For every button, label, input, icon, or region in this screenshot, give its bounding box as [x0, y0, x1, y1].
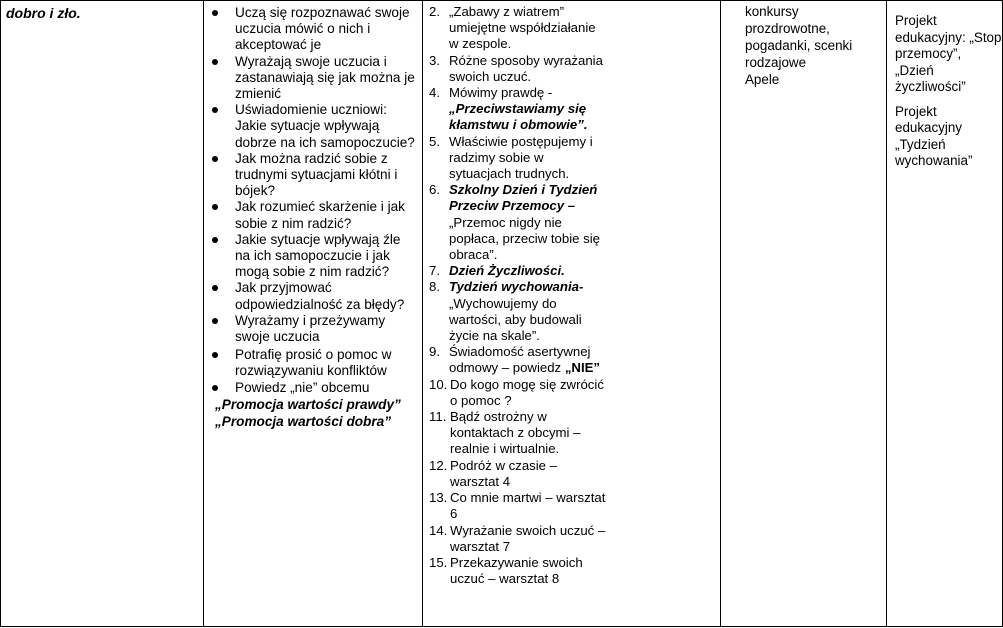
- list-item: Wyrażają swoje uczucia i zastanawiają się jak można je zmienić: [211, 54, 422, 103]
- topic-text: dobro i zło.: [6, 5, 81, 21]
- topic-cell: [1, 1, 204, 627]
- activities-cell: [423, 1, 721, 627]
- list-item: 12. Podróż w czasie – warsztat 4: [429, 457, 558, 489]
- list-item: Jak rozumieć skarżenie i jak sobie z nim radzić?: [211, 199, 422, 231]
- bullet-icon: [212, 204, 218, 210]
- forms-line: pogadanki, scenki: [745, 38, 853, 53]
- forms-line: Apele: [745, 72, 780, 87]
- bullet-icon: [212, 107, 218, 113]
- list-item: 7. Dzień Życzliwości.: [429, 263, 565, 279]
- promo-truth: „Promocja wartości prawdy”: [215, 396, 401, 412]
- bullet-icon: [212, 59, 218, 65]
- bullet-icon: [212, 10, 218, 16]
- bullet-icon: [212, 318, 218, 324]
- list-item: Potrafię prosić o pomoc w rozwiązywaniu konfliktów: [211, 347, 422, 379]
- forms-cell: [721, 1, 887, 627]
- goals-list: [204, 5, 422, 396]
- list-item: 15. Przekazywanie swoich uczuć – warsztat 8: [429, 554, 583, 587]
- list-item: 9. Świadomość asertywnej odmowy – powiedz „NIE”: [429, 344, 600, 376]
- list-item: Powiedz „nie” obcemu: [211, 380, 422, 396]
- goals-cell: [204, 1, 423, 627]
- list-item: Uczą się rozpoznawać swoje uczucia mówić o nich i akceptować je: [211, 5, 422, 54]
- list-item: 13. Co mnie martwi – warsztat 6: [429, 490, 606, 522]
- bullet-icon: [212, 237, 218, 243]
- list-item: 14. Wyrażanie swoich uczuć – warsztat 7: [429, 522, 606, 554]
- list-item: 5. Właściwie postępujemy i radzimy sobie w sytuacjach trudnych.: [429, 133, 593, 182]
- bullet-icon: [212, 352, 218, 358]
- bullet-icon: [212, 285, 218, 291]
- list-item: Jakie sytuacje wpływają źle na ich samopoczucie i jak mogą sobie z nim radzić?: [211, 232, 422, 281]
- list-item: 8. Tydzień wychowania- „Wychowujemy do wartości, aby budowali życie na skale”.: [429, 279, 584, 344]
- bullet-icon: [212, 156, 218, 162]
- list-item: 3. Różne sposoby wyrażania swoich uczuć.: [429, 52, 603, 84]
- list-item: 11. Bądź ostrożny w kontaktach z obcymi – realnie i wirtualnie.: [429, 409, 581, 457]
- forms-line: rodzajowe: [745, 55, 807, 70]
- list-item: Wyrażamy i przeżywamy swoje uczucia: [211, 313, 422, 345]
- forms-line: konkursy: [745, 4, 799, 19]
- projects-cell: [887, 1, 1003, 627]
- project-text-2: Projekt edukacyjny „Tydzień wychowania”: [895, 103, 973, 168]
- list-item: Uświadomienie uczniowi: Jakie sytuacje wpływają dobrze na ich samopoczucie?: [211, 102, 422, 151]
- list-item: Jak przyjmować odpowiedzialność za błędy?: [211, 280, 422, 312]
- activities-list: [423, 4, 720, 587]
- list-item: 10. Do kogo mogę się zwrócić o pomoc ?: [429, 376, 604, 408]
- forms-line: prozdrowotne,: [745, 21, 830, 36]
- list-item: 4. Mówimy prawdę - „Przeciwstawiamy się kłamstwu i obmowie”.: [429, 85, 588, 133]
- list-item: 6. Szkolny Dzień i Tydzień Przeciw Przemocy – „Przemoc nigdy nie popłaca, przeciw tobie się obraca”.: [429, 182, 601, 263]
- table-row: [1, 1, 1003, 627]
- list-item: 2. „Zabawy z wiatrem” umiejętne współdziałanie w zespole.: [429, 4, 596, 52]
- list-item: Jak można radzić sobie z trudnymi sytuacjami kłótni i bójek?: [211, 151, 422, 200]
- project-text-1: Projekt edukacyjny: „Stop przemocy”, „Dzień życzliwości”: [895, 13, 1002, 94]
- promo-good: „Promocja wartości dobra”: [215, 413, 392, 429]
- bullet-icon: [212, 385, 218, 391]
